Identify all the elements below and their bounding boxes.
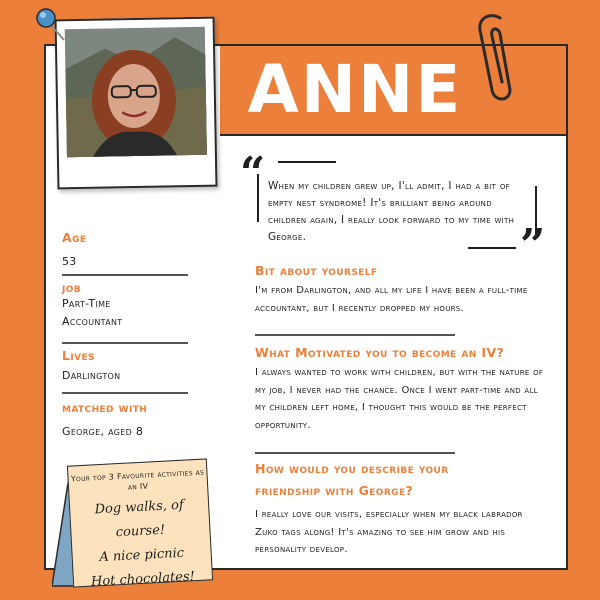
quote-text: When my children grew up, I'll admit, I had a bit of empty nest syndrome! It's brilliant being around children again, I really look forward to my time with George. — [268, 180, 515, 243]
divider — [255, 334, 455, 336]
matched-value: George, aged 8 — [62, 425, 144, 438]
section-friendship — [255, 458, 545, 559]
section-body: I always wanted to work with children, but with the nature of my job, I never had the chance. Once I went part-time and all my children left home, I thought this would be the perfect opportunity. — [255, 367, 544, 431]
favourites-heading: Your top 3 Favourite activities as an IV — [70, 467, 205, 492]
lives-label: Lives — [62, 348, 95, 363]
favourite-item: Dog walks, of course! — [94, 497, 185, 541]
profile-name: ANNE — [247, 51, 463, 128]
lives-value: Darlington — [62, 369, 121, 382]
pushpin-icon — [34, 6, 74, 48]
lives-field — [62, 348, 190, 385]
age-field — [62, 230, 190, 271]
section-title: How would you describe your friendship with George? — [255, 461, 449, 498]
matched-field — [62, 400, 190, 441]
favourite-item: A nice picnic — [98, 545, 185, 566]
divider — [62, 392, 188, 394]
section-motivation — [255, 342, 545, 434]
portrait-illustration — [65, 27, 207, 157]
job-label: job — [62, 280, 82, 295]
job-field — [62, 280, 190, 331]
favourites-note — [67, 458, 213, 590]
close-quote-icon: ” — [520, 220, 546, 271]
section-body: I really love our visits, especially when my black labrador Zuko tags along! It's amazing to see him grow and his personality develop. — [255, 509, 523, 555]
open-quote-icon: “ — [240, 148, 266, 199]
profile-photo — [65, 27, 207, 157]
section-title: What Motivated you to become an IV? — [255, 345, 505, 360]
section-body: I'm from Darlington, and all my life I have been a full-time accountant, but I recently dropped my hours. — [255, 285, 528, 314]
job-value: Part-Time Accountant — [62, 297, 123, 328]
divider — [255, 452, 455, 454]
paperclip-icon — [470, 10, 520, 110]
section-about — [255, 260, 545, 317]
divider — [62, 342, 188, 344]
matched-label: matched with — [62, 400, 148, 415]
age-label: Age — [62, 230, 87, 245]
favourite-item: Hot chocolates! — [90, 569, 196, 590]
divider — [62, 274, 188, 276]
age-value: 53 — [62, 255, 77, 268]
profile-photo-frame — [55, 17, 218, 190]
quote-rule-left — [256, 174, 260, 224]
quote-rule-bottom — [468, 246, 518, 250]
section-title: Bit about yourself — [255, 263, 378, 278]
quote-rule-top — [278, 160, 338, 164]
